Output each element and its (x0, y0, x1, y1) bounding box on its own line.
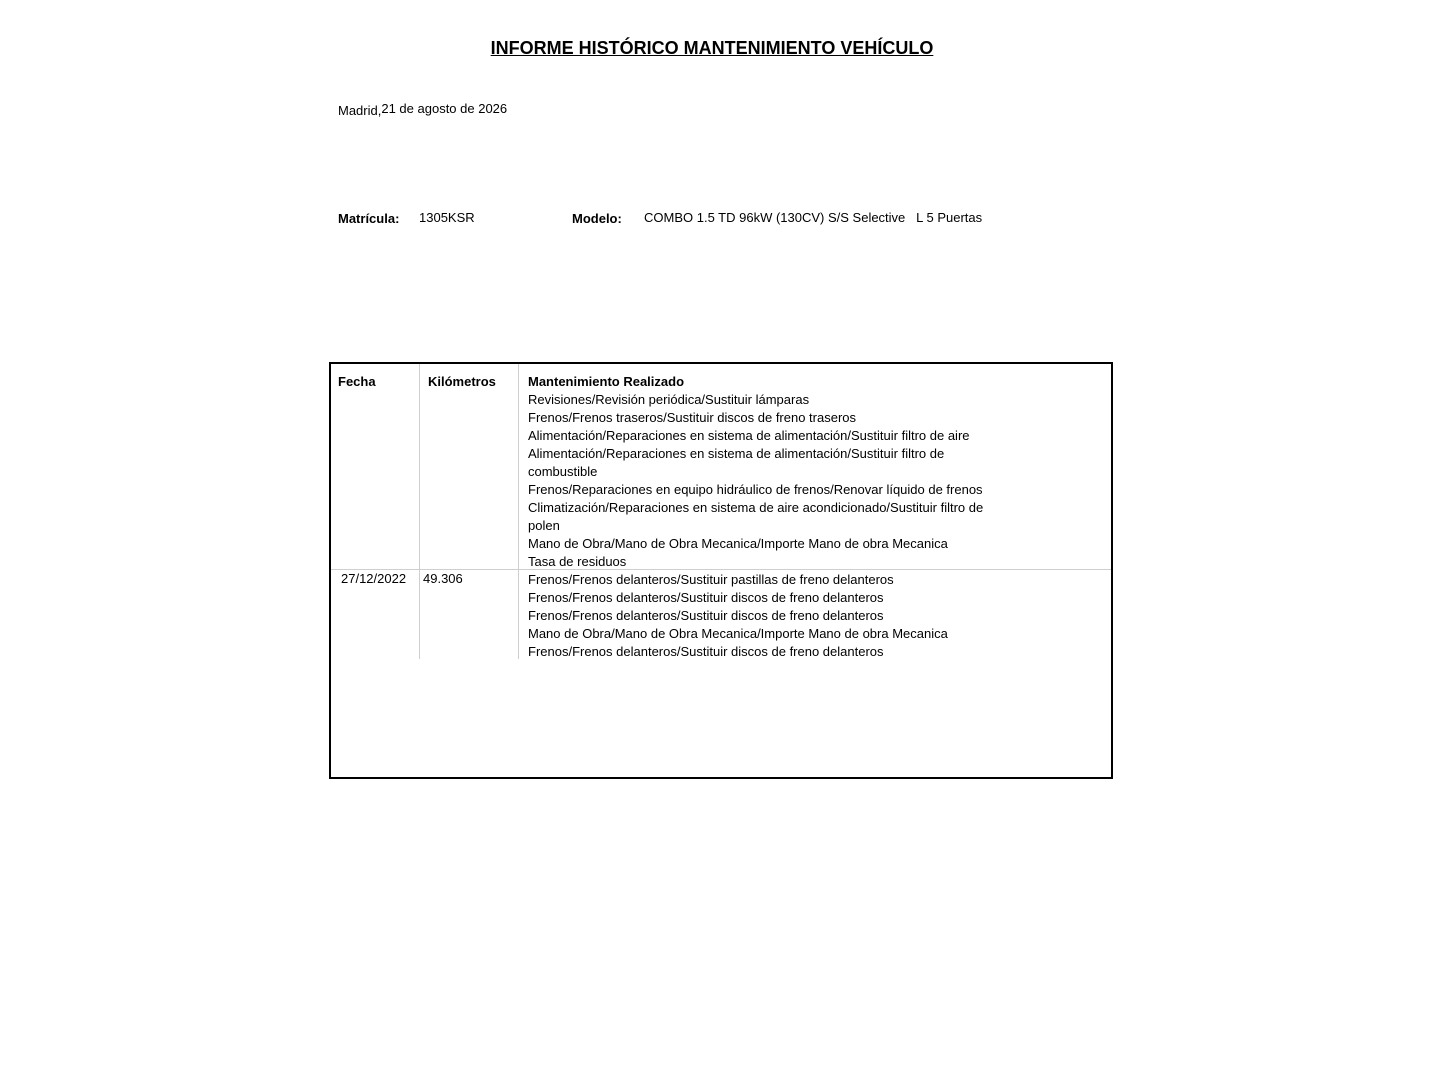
header-maintenance: Mantenimiento Realizado (528, 374, 685, 389)
list-item: Frenos/Frenos delanteros/Sustituir discos de freno delanteros (528, 644, 884, 659)
maintenance-table (329, 362, 1113, 779)
header-date: Fecha (338, 374, 376, 389)
report-title: INFORME HISTÓRICO MANTENIMIENTO VEHÍCULO (490, 38, 934, 58)
header-km: Kilómetros (428, 374, 496, 389)
row-2-km: 49.306 (423, 571, 463, 586)
list-item: Frenos/Frenos delanteros/Sustituir discos de freno delanteros (528, 590, 884, 605)
list-item: Alimentación/Reparaciones en sistema de alimentación/Sustituir filtro de combustible (528, 446, 945, 479)
list-item: Frenos/Frenos delanteros/Sustituir discos de freno delanteros (528, 608, 884, 623)
list-item: Alimentación/Reparaciones en sistema de alimentación/Sustituir filtro de aire (528, 428, 970, 443)
report-date: 21 de agosto de 2026 (381, 101, 508, 116)
model-value: COMBO 1.5 TD 96kW (130CV) S/S Selective L 5 Puertas (644, 210, 983, 225)
column-divider-date (419, 364, 420, 659)
list-item: Frenos/Frenos delanteros/Sustituir pastillas de freno delanteros (528, 572, 894, 587)
model-label: Modelo: (572, 211, 622, 226)
list-item: Climatización/Reparaciones en sistema de aire acondicionado/Sustituir filtro de polen (528, 500, 984, 533)
row-2-items (528, 571, 1008, 661)
column-divider-km (518, 364, 519, 659)
report-date-line (338, 101, 507, 116)
report-city: Madrid, (338, 103, 382, 118)
list-item: Tasa de residuos (528, 554, 627, 569)
row-2-date: 27/12/2022 (341, 571, 407, 586)
list-item: Revisiones/Revisión periódica/Sustituir lámparas (528, 392, 810, 407)
list-item: Mano de Obra/Mano de Obra Mecanica/Importe Mano de obra Mecanica (528, 626, 948, 641)
list-item: Frenos/Frenos traseros/Sustituir discos de freno traseros (528, 410, 857, 425)
plate-value: 1305KSR (419, 210, 475, 225)
plate-label: Matrícula: (338, 211, 400, 226)
list-item: Mano de Obra/Mano de Obra Mecanica/Importe Mano de obra Mecanica (528, 536, 948, 551)
row-1-items (528, 391, 1008, 571)
list-item: Frenos/Reparaciones en equipo hidráulico de frenos/Renovar líquido de frenos (528, 482, 983, 497)
